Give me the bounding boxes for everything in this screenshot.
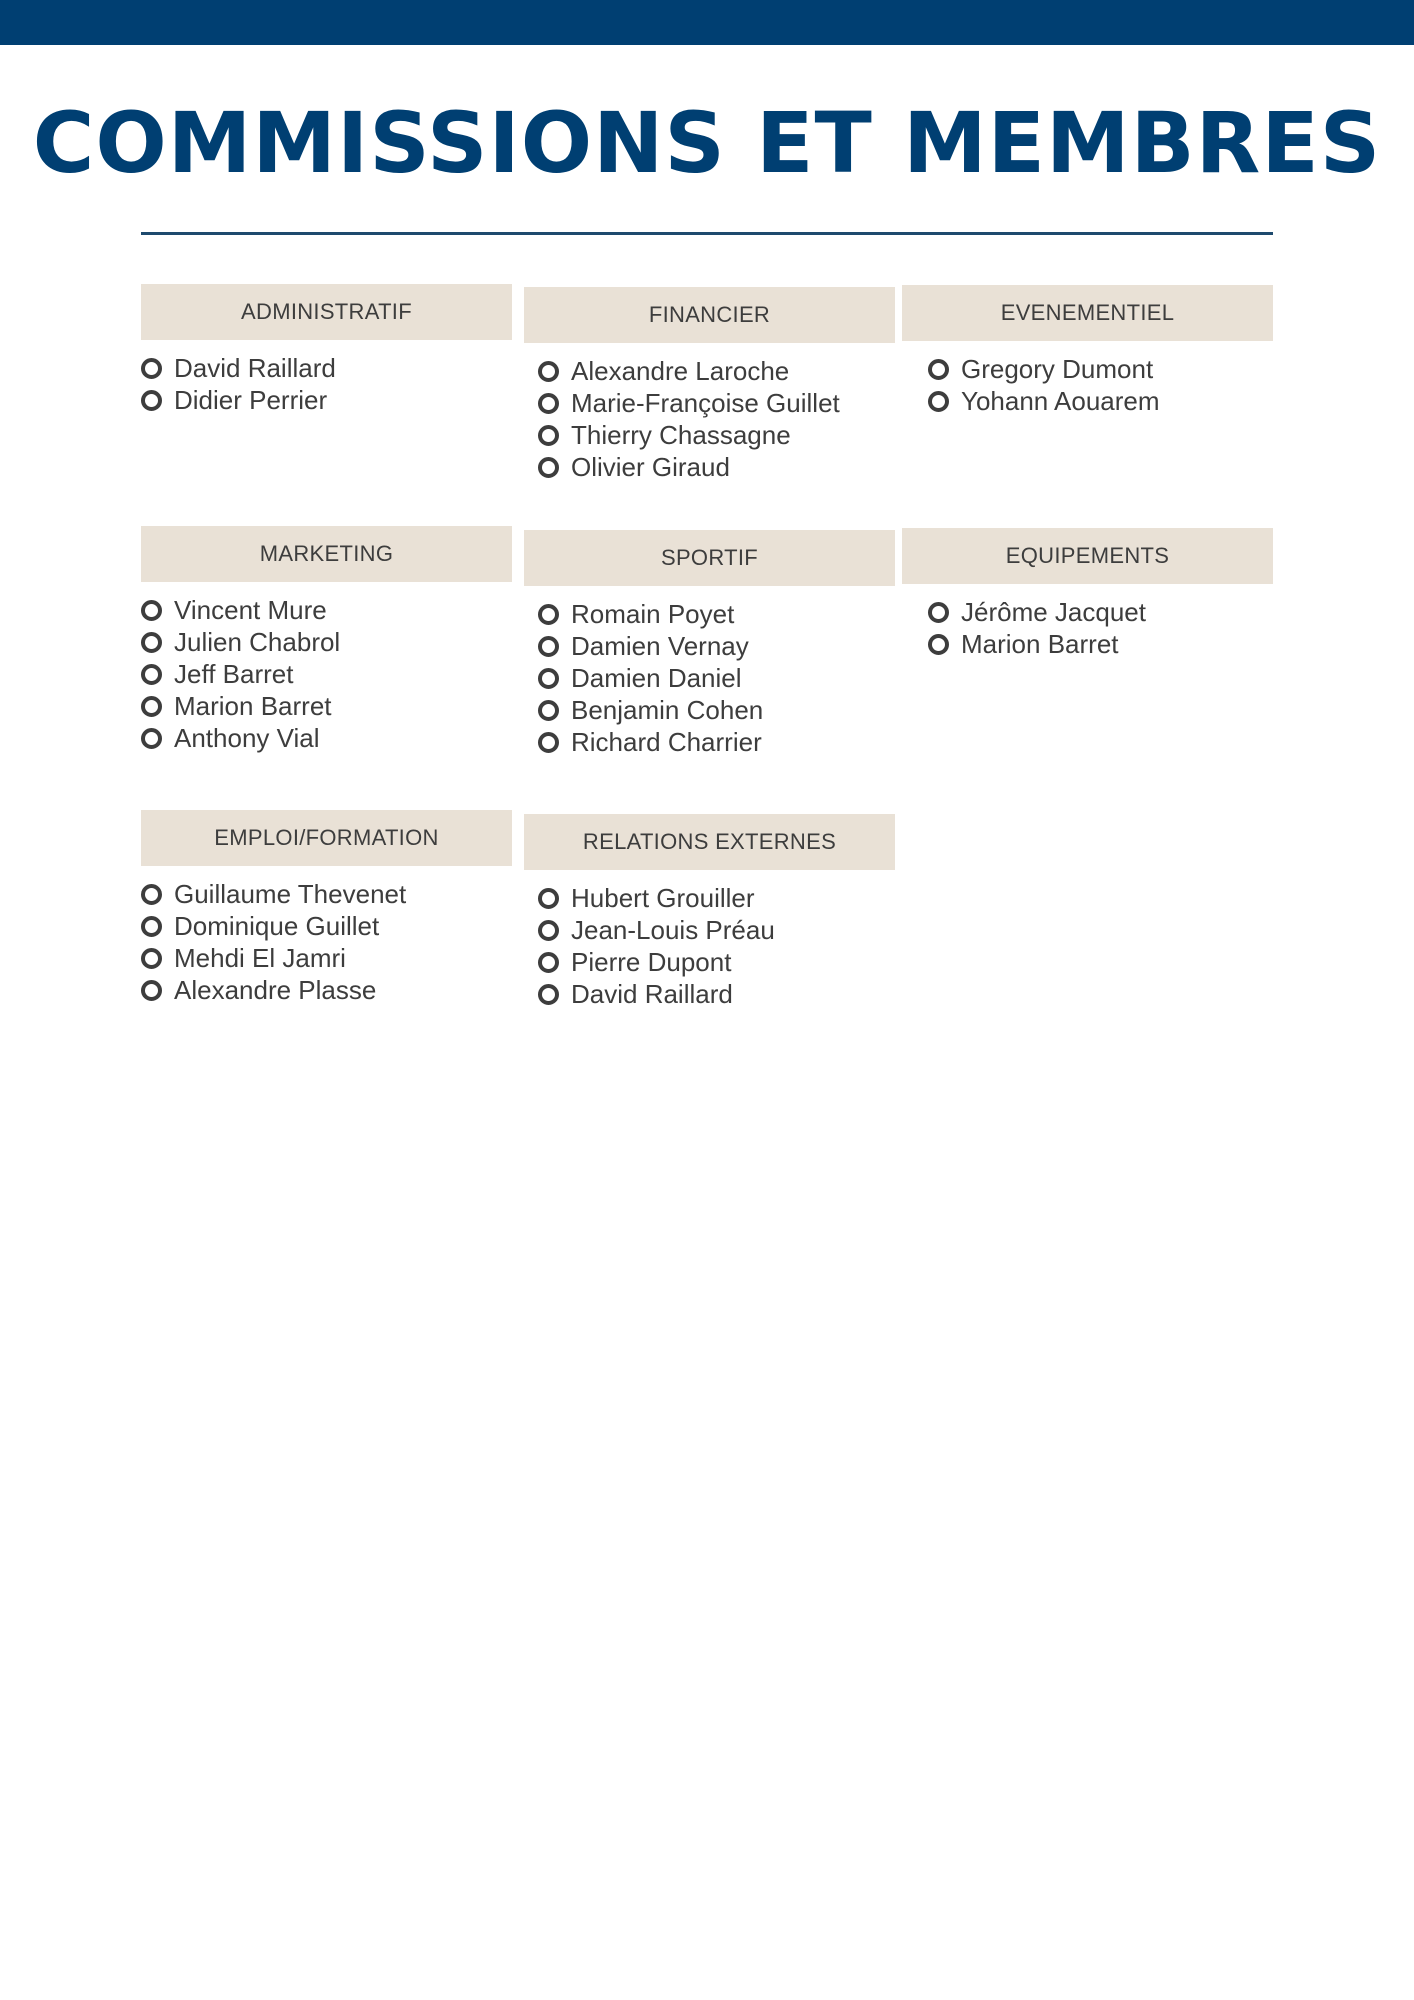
member-item xyxy=(141,594,512,626)
circle-outline-icon xyxy=(538,668,559,689)
commission-equipements xyxy=(902,528,1273,660)
member-name: Romain Poyet xyxy=(571,598,735,629)
member-name: Julien Chabrol xyxy=(174,626,341,657)
commission-financier xyxy=(524,287,895,483)
member-item xyxy=(141,352,512,384)
member-item xyxy=(538,694,895,726)
member-list xyxy=(141,594,512,754)
member-name: Jeff Barret xyxy=(174,658,294,689)
member-name: Thierry Chassagne xyxy=(571,419,791,450)
member-name: Yohann Aouarem xyxy=(961,385,1160,416)
circle-outline-icon xyxy=(928,391,949,412)
commission-evenementiel xyxy=(902,285,1273,417)
circle-outline-icon xyxy=(928,634,949,655)
member-item xyxy=(141,974,512,1006)
member-item xyxy=(538,914,895,946)
member-item xyxy=(538,419,895,451)
member-name: Benjamin Cohen xyxy=(571,694,764,725)
member-item xyxy=(928,385,1273,417)
member-name: Anthony Vial xyxy=(174,722,320,753)
member-list xyxy=(538,598,895,758)
member-name: Vincent Mure xyxy=(174,594,327,625)
member-item xyxy=(538,598,895,630)
member-item xyxy=(538,726,895,758)
circle-outline-icon xyxy=(538,700,559,721)
commission-header: EQUIPEMENTS xyxy=(902,528,1273,584)
member-item xyxy=(538,451,895,483)
circle-outline-icon xyxy=(141,600,162,621)
circle-outline-icon xyxy=(538,888,559,909)
member-list xyxy=(538,882,895,1010)
member-item xyxy=(538,355,895,387)
circle-outline-icon xyxy=(141,632,162,653)
member-name: David Raillard xyxy=(571,978,733,1009)
member-name: Alexandre Plasse xyxy=(174,974,377,1005)
commission-header: RELATIONS EXTERNES xyxy=(524,814,895,870)
member-name: Marion Barret xyxy=(961,628,1119,659)
member-name: Richard Charrier xyxy=(571,726,762,757)
member-name: Jérôme Jacquet xyxy=(961,596,1146,627)
member-item xyxy=(538,630,895,662)
member-name: Gregory Dumont xyxy=(961,353,1154,384)
member-item xyxy=(538,662,895,694)
commission-sportif xyxy=(524,530,895,758)
member-name: Marie-Françoise Guillet xyxy=(571,387,840,418)
member-name: Damien Vernay xyxy=(571,630,749,661)
commission-administratif xyxy=(141,284,512,416)
circle-outline-icon xyxy=(538,732,559,753)
circle-outline-icon xyxy=(141,728,162,749)
member-item xyxy=(538,882,895,914)
circle-outline-icon xyxy=(538,393,559,414)
commission-header: EMPLOI/FORMATION xyxy=(141,810,512,866)
title-divider xyxy=(141,232,1273,235)
commission-relations-externes xyxy=(524,814,895,1010)
member-item xyxy=(141,942,512,974)
member-name: Damien Daniel xyxy=(571,662,742,693)
circle-outline-icon xyxy=(538,457,559,478)
member-list xyxy=(928,596,1273,660)
member-item xyxy=(141,658,512,690)
circle-outline-icon xyxy=(538,984,559,1005)
circle-outline-icon xyxy=(141,884,162,905)
circle-outline-icon xyxy=(928,359,949,380)
commission-emploi-formation xyxy=(141,810,512,1006)
commission-header: ADMINISTRATIF xyxy=(141,284,512,340)
page-title: COMMISSIONS ET MEMBRES xyxy=(32,94,1382,192)
member-item xyxy=(928,628,1273,660)
member-name: Didier Perrier xyxy=(174,384,328,415)
circle-outline-icon xyxy=(538,952,559,973)
member-name: Mehdi El Jamri xyxy=(174,942,346,973)
member-name: Olivier Giraud xyxy=(571,451,730,482)
member-list xyxy=(538,355,895,483)
circle-outline-icon xyxy=(141,390,162,411)
member-name: Pierre Dupont xyxy=(571,946,732,977)
circle-outline-icon xyxy=(141,916,162,937)
member-item xyxy=(141,910,512,942)
member-item xyxy=(141,722,512,754)
member-list xyxy=(928,353,1273,417)
member-item xyxy=(141,878,512,910)
member-item xyxy=(928,353,1273,385)
commission-header: EVENEMENTIEL xyxy=(902,285,1273,341)
member-item xyxy=(141,626,512,658)
member-name: Marion Barret xyxy=(174,690,332,721)
member-name: Guillaume Thevenet xyxy=(174,878,407,909)
circle-outline-icon xyxy=(538,425,559,446)
member-name: Alexandre Laroche xyxy=(571,355,790,386)
circle-outline-icon xyxy=(538,604,559,625)
member-item xyxy=(141,690,512,722)
commission-header: MARKETING xyxy=(141,526,512,582)
member-list xyxy=(141,878,512,1006)
member-name: Jean-Louis Préau xyxy=(571,914,775,945)
circle-outline-icon xyxy=(141,358,162,379)
member-list xyxy=(141,352,512,416)
member-item xyxy=(928,596,1273,628)
circle-outline-icon xyxy=(141,696,162,717)
member-item xyxy=(141,384,512,416)
circle-outline-icon xyxy=(538,636,559,657)
member-name: Hubert Grouiller xyxy=(571,882,755,913)
top-banner xyxy=(0,0,1414,45)
circle-outline-icon xyxy=(538,920,559,941)
member-name: David Raillard xyxy=(174,352,336,383)
commission-marketing xyxy=(141,526,512,754)
commission-header: SPORTIF xyxy=(524,530,895,586)
member-item xyxy=(538,946,895,978)
circle-outline-icon xyxy=(141,948,162,969)
member-item xyxy=(538,978,895,1010)
circle-outline-icon xyxy=(928,602,949,623)
commission-header: FINANCIER xyxy=(524,287,895,343)
circle-outline-icon xyxy=(141,980,162,1001)
circle-outline-icon xyxy=(141,664,162,685)
circle-outline-icon xyxy=(538,361,559,382)
member-item xyxy=(538,387,895,419)
member-name: Dominique Guillet xyxy=(174,910,380,941)
